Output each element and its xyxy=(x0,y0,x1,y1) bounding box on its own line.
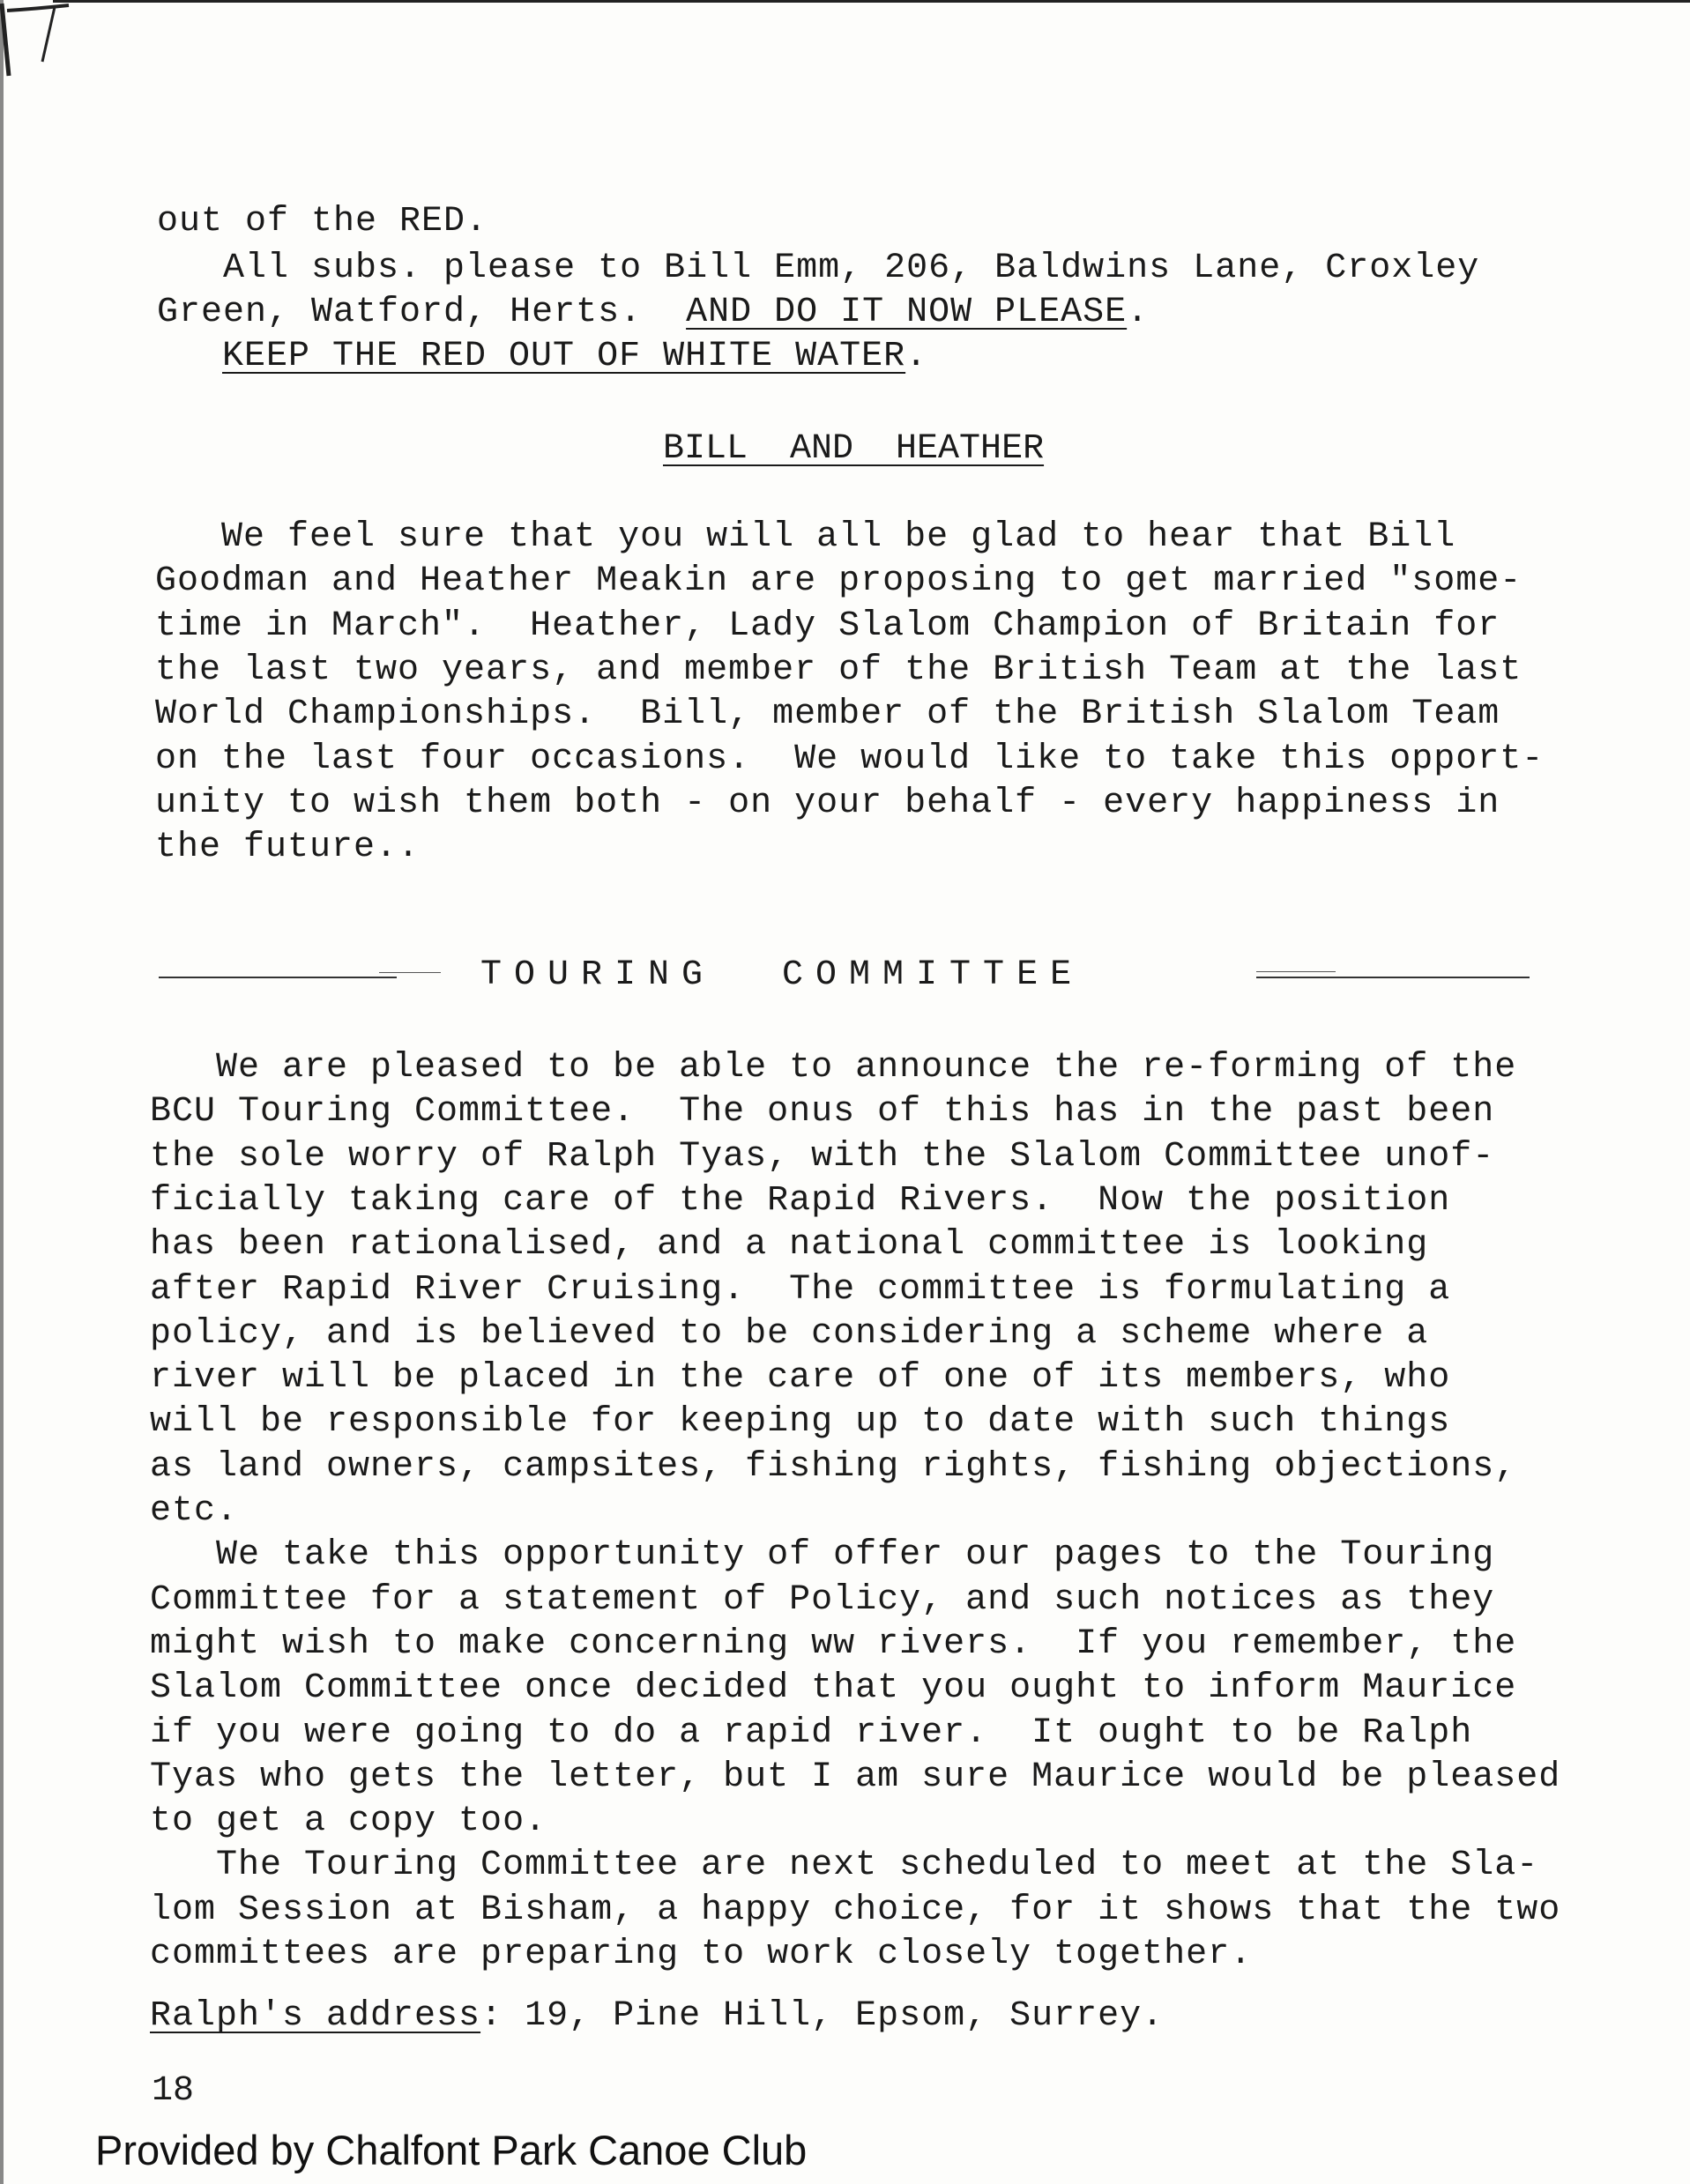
ralph-address-line xyxy=(150,1995,1164,2039)
touring-right-rule xyxy=(1256,977,1530,978)
text-line: the last two years, and member of the British Team at the last xyxy=(155,650,1522,690)
text-line: BCU Touring Committee. The onus of this has in the past been xyxy=(150,1092,1495,1133)
subs-line-3 xyxy=(157,291,1149,335)
text-line: has been rationalised, and a national committee is looking xyxy=(150,1225,1429,1266)
text-line: time in March". Heather, Lady Slalom Champion of Britain for xyxy=(155,605,1500,646)
text-line: World Championships. Bill, member of the British Slalom Team xyxy=(155,695,1500,735)
text-line: Goodman and Heather Meakin are proposing to get married "some- xyxy=(155,561,1522,602)
text-line: unity to wish them both - on your behalf - every happiness in xyxy=(155,783,1500,823)
text-line: Tyas who gets the letter, but I am sure Maurice would be pleased xyxy=(150,1757,1561,1797)
text-line: lom Session at Bisham, a happy choice, for it shows that the two xyxy=(150,1890,1561,1930)
top-edge-line xyxy=(53,0,1690,3)
touring-committee-heading: TOURING COMMITTEE xyxy=(480,955,1084,995)
subs-line-3-text: Green, Watford, Herts. xyxy=(157,293,687,332)
text-line: on the last four occasions. We would like to take this opport- xyxy=(155,739,1545,779)
text-line: river will be placed in the care of one of its members, who xyxy=(150,1358,1451,1399)
keep-red-out-period: . xyxy=(905,337,928,376)
text-line: policy, and is believed to be considering a scheme where a xyxy=(150,1313,1429,1354)
ralph-address-label: Ralph's address xyxy=(150,1996,481,2036)
text-line: will be responsible for keeping up to date with such things xyxy=(150,1402,1451,1443)
text-line: committees are preparing to work closely together. xyxy=(150,1935,1253,1974)
text-line: might wish to make concerning ww rivers. If you remember, the xyxy=(150,1623,1517,1664)
text-line: after Rapid River Cruising. The committee is formulating a xyxy=(150,1269,1451,1310)
touring-left-rule xyxy=(159,977,397,978)
ralph-address-value: : 19, Pine Hill, Epsom, Surrey. xyxy=(480,1996,1165,2036)
text-line: We take this opportunity of offer our pages to the Touring xyxy=(150,1535,1495,1576)
bill-heather-heading: BILL AND HEATHER xyxy=(663,429,1045,469)
text-line: if you were going to do a rapid river. It ought to be Ralph xyxy=(150,1712,1473,1753)
provided-by-credit: Provided by Chalfont Park Canoe Club xyxy=(95,2127,808,2173)
keep-red-out-emphasis: KEEP THE RED OUT OF WHITE WATER xyxy=(222,337,906,376)
touring-left-rule-double xyxy=(379,972,441,973)
touring-right-rule-double xyxy=(1256,971,1336,972)
corner-mark xyxy=(0,0,106,79)
text-line: Slalom Committee once decided that you ought to inform Maurice xyxy=(150,1668,1517,1709)
text-line: the sole worry of Ralph Tyas, with the Slalom Committee unof- xyxy=(150,1136,1495,1177)
text-line: ficially taking care of the Rapid Rivers. Now the position xyxy=(150,1180,1451,1221)
text-line: etc. xyxy=(150,1491,239,1531)
page-number: 18 xyxy=(152,2071,195,2111)
subs-line-2: All subs. please to Bill Emm, 206, Baldwins Lane, Croxley xyxy=(157,249,1480,288)
text-line: to get a copy too. xyxy=(150,1801,547,1842)
text-line: Committee for a statement of Policy, and such notices as they xyxy=(150,1579,1495,1620)
text-line: as land owners, campsites, fishing rights, fishing objections, xyxy=(150,1446,1517,1487)
text-line: We feel sure that you will all be glad to hear that Bill xyxy=(155,517,1456,557)
text-line: The Touring Committee are next scheduled to meet at the Sla- xyxy=(150,1846,1539,1886)
text-line: the future.. xyxy=(155,828,421,868)
subs-line-3-period: . xyxy=(1127,293,1150,332)
text-line: We are pleased to be able to announce the re-forming of the xyxy=(150,1048,1517,1088)
do-it-now-emphasis: AND DO IT NOW PLEASE xyxy=(686,293,1128,332)
left-scan-edge xyxy=(0,0,4,2184)
subs-line-1: out of the RED. xyxy=(157,202,488,241)
keep-red-out-line xyxy=(222,335,927,379)
